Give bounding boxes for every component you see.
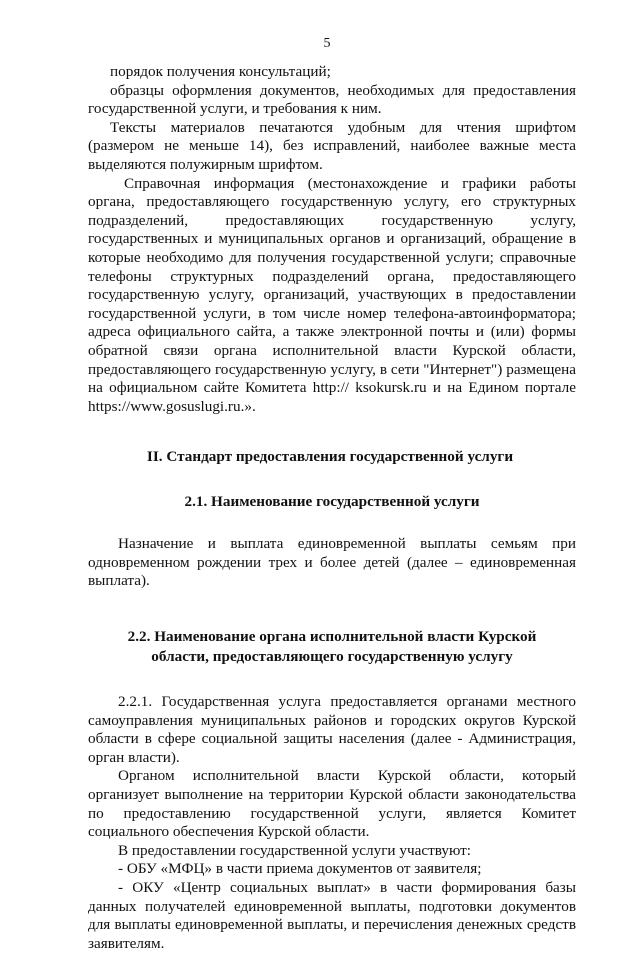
paragraph-2-2-1: 2.2.1. Государственная услуга предоставляется органами местного самоуправления муниципальных районов и городских округов Курской области в сфере социальной защиты населения (далее - Администрация, орган власти). xyxy=(88,693,576,766)
section-title: II. Стандарт предоставления государственной услуги xyxy=(146,448,514,466)
subsection-2-1-title: 2.1. Наименование государственной услуги xyxy=(184,493,480,511)
subsection-2-2-title-line2: области, предоставляющего государственную услугу xyxy=(151,648,513,666)
subsection-2-1-text: Назначение и выплата единовременной выплаты семьям при одновременном рождении трех и более детей (далее – единовременная выплата). xyxy=(88,535,576,590)
paragraph-document-samples: образцы оформления документов, необходимых для предоставления государственной услуги, и требования к ним. xyxy=(88,81,576,118)
paragraph-consultations: порядок получения консультаций; xyxy=(110,63,331,80)
paragraph-reference-info: Справочная информация (местонахождение и графики работы органа, предоставляющего государственную услугу, его структурных подразделений, предоставляющих государственную услугу, государственных и муниципальных органов и организаций, обращение в которые необходимо для получения государственной услуги; справочные телефоны структурных подразделений органа, предоставляющего государственную услугу, организаций, участвующих в предоставлении государственной услуги, в том числе номер телефона-автоинформатора; адреса официального сайта, а также электронной почты и (или) формы обратной связи органа исполнительной власти Курской области, предоставляющего государственную услугу, в сети "Интернет") размещена на официальном сайте Комитета http:// ksokursk.ru и на Едином портале https://www.gosuslugi.ru.». xyxy=(88,174,576,415)
subsection-2-2-title-line1: 2.2. Наименование органа исполнительной власти Курской xyxy=(127,628,537,646)
list-item-csv: - ОКУ «Центр социальных выплат» в части формирования базы данных получателей единовременной выплаты, подготовки документов для выплаты единовременной выплаты, и перечисления денежных средств заявителям. xyxy=(88,879,576,952)
list-item-mfc: - ОБУ «МФЦ» в части приема документов от заявителя; xyxy=(118,860,482,878)
document-page xyxy=(88,36,576,953)
paragraph-organizing-body: Органом исполнительной власти Курской области, который организует выполнение на территории Курской области законодательства по предоставлению государственной услуги, является Комитет социального обеспечения Курской области. xyxy=(88,767,576,841)
paragraph-participants: В предоставлении государственной услуги участвуют: xyxy=(118,841,471,859)
page-number: 5 xyxy=(323,36,331,51)
paragraph-font-requirements: Тексты материалов печатаются удобным для чтения шрифтом (размером не меньше 14), без исправлений, наиболее важные места выделяются полужирным шрифтом. xyxy=(88,118,576,173)
subsection-2-2-title xyxy=(88,627,576,667)
